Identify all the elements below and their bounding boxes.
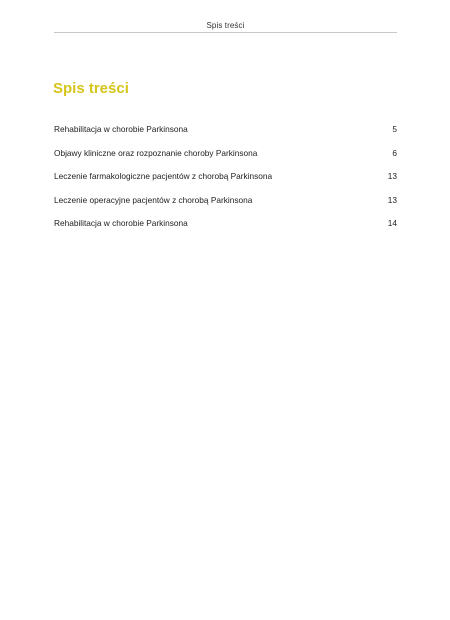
toc-entry-page-number: 6 [392, 147, 397, 158]
toc-entry[interactable] [54, 171, 397, 195]
toc-entry-page-number: 13 [387, 171, 397, 181]
header-divider [54, 32, 397, 33]
running-header: Spis treści [206, 21, 245, 30]
toc-entry-title: Rehabilitacja w chorobie Parkinsona [54, 124, 188, 134]
toc-entry-title: Leczenie farmakologiczne pacjentów z chorobą Parkinsona [54, 171, 273, 181]
toc-entry[interactable] [54, 195, 397, 219]
toc-entry-title: Objawy kliniczne oraz rozpoznanie choroby Parkinsona [54, 147, 258, 158]
toc-title: Spis treści [53, 80, 129, 97]
toc-list [54, 124, 397, 242]
toc-entry-page-number: 14 [387, 218, 397, 228]
toc-entry-title: Rehabilitacja w chorobie Parkinsona [54, 218, 188, 228]
toc-entry[interactable] [54, 148, 397, 172]
toc-entry-page-number: 5 [392, 124, 397, 134]
toc-entry-page-number: 13 [387, 194, 397, 205]
toc-entry[interactable] [54, 124, 397, 148]
toc-entry[interactable] [54, 218, 397, 242]
toc-entry-title: Leczenie operacyjne pacjentów z chorobą Parkinsona [54, 194, 253, 205]
